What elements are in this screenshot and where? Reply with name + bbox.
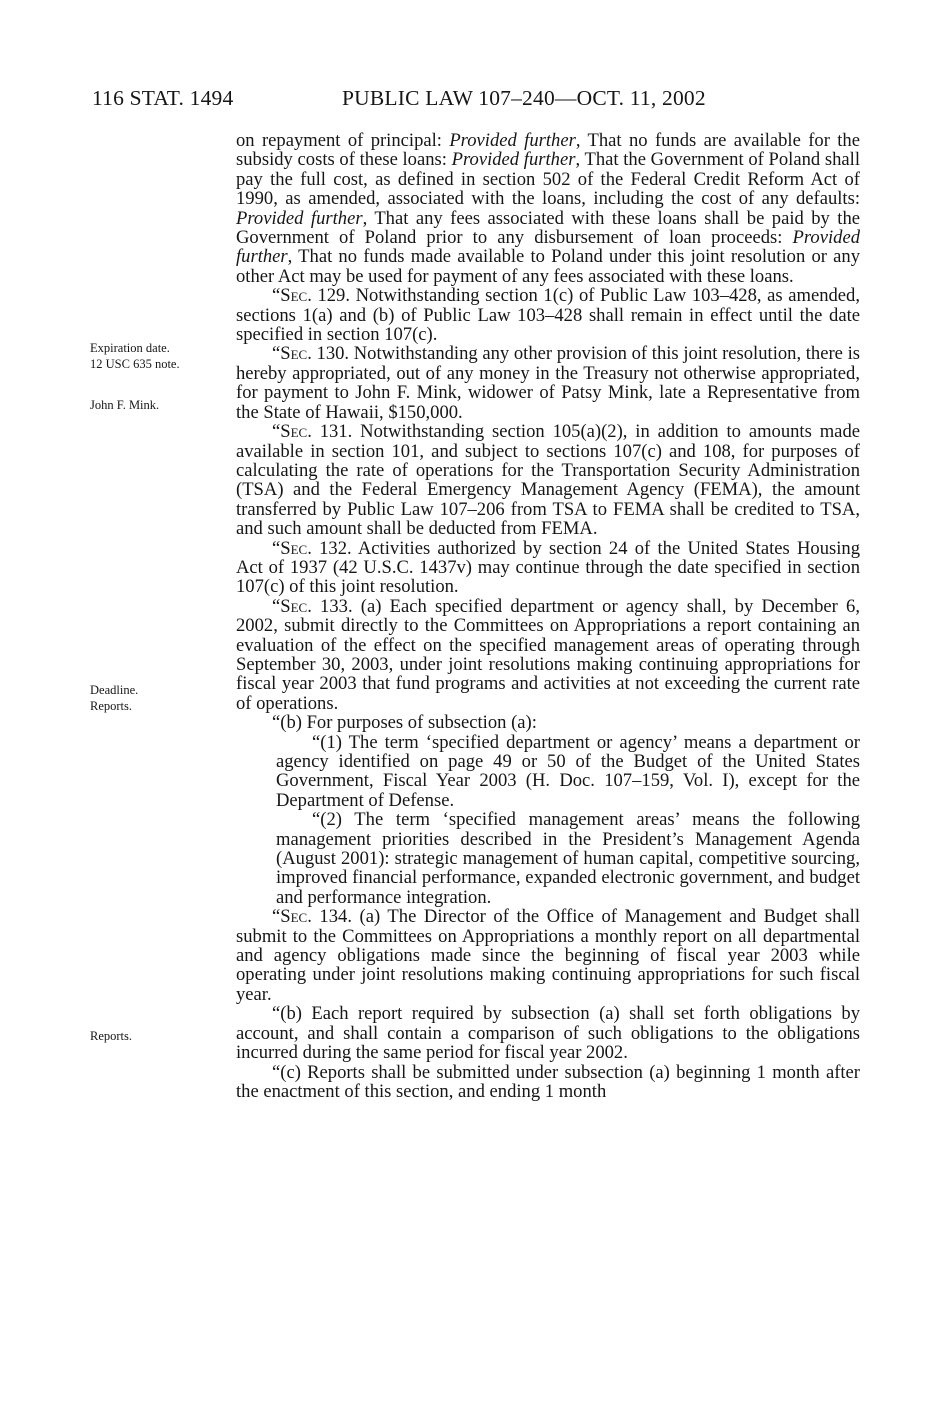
margin-note-expiration-date: Expiration date. [90,341,170,355]
paragraph-poland-loans [236,131,860,286]
section-label: “Sec. 133. [272,595,353,617]
section-133-paragraph-1: “(1) The term ‘specified department or agency’ means a department or agency identified on page 49 or 50 of the Budget of the United States Government, Fiscal Year 2003 (H. Doc. 107–159, Vol. I), except for the Department of Defense. [276,731,860,811]
text-run: , That no funds made available to Poland under this joint resolution or any other Act may be used for payment of any fees associated with these loans. [236,246,860,287]
text-run: , That the Government of Poland shall pay the full cost, as defined in section 502 of the Federal Credit Reform Act of 1990, as amended, associated with the loans, including the cost of any defaults: [236,149,860,210]
margin-note-reports-2: Reports. [90,1029,133,1043]
section-label: “Sec. 132. [272,537,352,559]
section-text: (a) The Director of the Office of Management and Budget shall submit to the Committees on Appropriations a monthly report on all departmental and agency obligations made since the beginning of fiscal year 2003 while operating under joint resolutions making continuing appropriations for such fiscal year. [236,906,860,1005]
margin-note-john-f-mink: John F. Mink. [90,398,160,412]
text-run: , That any fees associated with these loans shall be paid by the Government of Poland prior to any disbursement of loan proceeds: [236,207,860,249]
section-130 [236,344,860,422]
running-header [92,86,752,114]
statute-page-number: 116 STAT. 1494 [92,86,234,110]
section-text: Notwithstanding section 105(a)(2), in addition to amounts made available in section 101, and subject to sections 107(c) and 108, for purposes of calculating the rate of operations for the Transportation Security Administration (TSA) and the Federal Emergency Management Agency (FEMA), the amount transferred by Public Law 107–206 from TSA to FEMA shall be credited to TSA, and such amount shall be deducted from FEMA. [236,421,860,540]
section-134-subsection-b: “(b) Each report required by subsection (a) shall set forth obligations by account, and shall contain a comparison of such obligations to the obligations incurred during the same period for fiscal year 2002. [236,1003,860,1064]
margin-note-usc-citation: 12 USC 635 note. [90,357,180,371]
section-text: Notwithstanding section 1(c) of Public Law 103–428, as amended, sections 1(a) and (b) of Public Law 103–428 shall remain in effect until the date specified in section 107(c). [236,285,860,346]
text-run: , That no funds are available for the subsidy costs of these loans: [236,130,860,171]
section-132 [236,539,860,597]
section-label: “Sec. 130. [272,343,350,365]
section-text: (a) Each specified department or agency shall, by December 6, 2002, submit directly to the Committees on Appropriations a report containing an evaluation of the effect on the specified management areas of operating through September 30, 2003, under joint resolutions making continuing appropriations for fiscal year 2003 that fund programs and activities at not exceeding the current rate of operations. [236,595,860,714]
section-134 [236,907,860,1004]
section-133-paragraph-2: “(2) The term ‘specified management areas’ means the following management priorities described in the President’s Management Agenda (August 2001): strategic management of human capital, competitive sourcing, improved financial performance, expanded electronic government, and budget and performance integration. [276,809,860,908]
body-text [236,131,860,1101]
section-label: “Sec. 129. [272,285,350,307]
italic-proviso: Provided further [236,227,860,268]
italic-proviso: Provided further [236,207,363,229]
section-131 [236,422,860,538]
section-134-subsection-c: “(c) Reports shall be submitted under subsection (a) beginning 1 month after the enactment of this section, and ending 1 month [236,1061,860,1102]
law-title-date: PUBLIC LAW 107–240—OCT. 11, 2002 [342,86,706,110]
section-text: Notwithstanding any other provision of this joint resolution, there is hereby appropriated, out of any money in the Treasury not otherwise appropriated, for payment to John F. Mink, widower of Patsy Mink, late a Representative from the State of Hawaii, $150,000. [236,343,860,423]
margin-note-reports: Reports. [90,699,133,713]
section-133 [236,597,860,713]
section-label: “Sec. 131. [272,421,353,443]
text-run: on repayment of principal: [236,130,450,151]
section-label: “Sec. 134. [272,906,352,928]
section-text: Activities authorized by section 24 of the United States Housing Act of 1937 (42 U.S.C. 1437v) may continue through the date specified in section 107(c) of this joint resolution. [236,537,860,598]
italic-proviso: Provided further [451,149,576,171]
margin-note-deadline: Deadline. [90,683,139,697]
italic-proviso: Provided further [449,130,576,151]
section-133-subsection-b: “(b) For purposes of subsection (a): [272,712,537,734]
section-129 [236,286,860,344]
